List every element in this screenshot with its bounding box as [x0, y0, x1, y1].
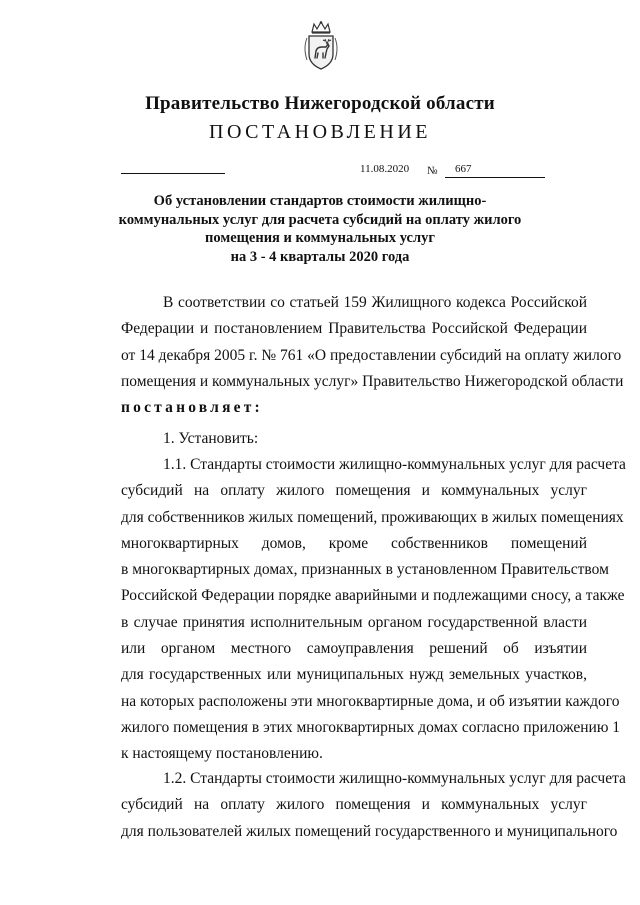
intro-paragraph — [121, 290, 624, 395]
text-line: 1.1. Стандарты стоимости жилищно-коммунальных услуг для расчета — [163, 456, 626, 473]
document-subject — [100, 192, 540, 266]
text-line: В соответствии со статьей 159 Жилищного кодекса Российской — [163, 294, 587, 311]
text-line: от 14 декабря 2005 г. № 761 «О предоставлении субсидий на оплату жилого — [121, 346, 622, 364]
text-line: в случае принятия исполнительным органом государственной власти — [121, 613, 587, 631]
decree-word: постановляет: — [121, 399, 263, 416]
text-line: для собственников жилых помещений, проживающих в жилых помещениях — [121, 508, 624, 526]
text-line: к настоящему постановлению. — [121, 745, 323, 763]
subject-line: коммунальных услуг для расчета субсидий на оплату жилого — [118, 211, 522, 228]
document-number: 667 — [455, 163, 472, 175]
text-line: Федерации и постановлением Правительства Российской Федерации — [121, 320, 587, 338]
document-date: 11.08.2020 — [360, 163, 410, 175]
point-1-2-paragraph — [121, 766, 626, 845]
subject-line: на 3 - 4 кварталы 2020 года — [230, 248, 410, 265]
document-type: ПОСТАНОВЛЕНИЕ — [209, 121, 431, 143]
subject-line: помещения и коммунальных услуг — [205, 230, 435, 246]
text-line: помещения и коммунальных услуг» Правительство Нижегородской области — [121, 372, 624, 390]
text-line: в многоквартирных домах, признанных в установленном Правительством — [121, 561, 609, 579]
text-line: для государственных или муниципальных нужд земельных участков, — [121, 666, 587, 684]
subject-line: Об установлении стандартов стоимости жилищно- — [153, 193, 487, 209]
text-line: многоквартирных домов, кроме собственников помещений — [121, 534, 587, 552]
point-1-1-paragraph — [121, 452, 626, 768]
document-number-field — [445, 163, 545, 178]
text-line: Российской Федерации порядке аварийными и подлежащими сносу, а также — [121, 587, 625, 605]
text-line: 1. Установить: — [163, 430, 259, 447]
text-line: субсидий на оплату жилого помещения и коммунальных услуг — [121, 796, 587, 814]
text-line: субсидий на оплату жилого помещения и коммунальных услуг — [121, 482, 587, 500]
text-line: для пользователей жилых помещений государственного и муниципального — [121, 822, 618, 840]
coat-of-arms-icon — [301, 20, 341, 72]
point-1 — [121, 426, 587, 452]
text-line: жилого помещения в этих многоквартирных домах согласно приложению 1 — [121, 718, 621, 736]
blank-date-line — [121, 173, 225, 174]
text-line: 1.2. Стандарты стоимости жилищно-коммунальных услуг для расчета — [163, 770, 626, 787]
text-line: или органом местного самоуправления решений об изъятии — [121, 640, 587, 658]
number-sign: № — [427, 165, 438, 177]
text-line: на которых расположены эти многоквартирные дома, и об изъятии каждого — [121, 692, 620, 710]
government-name: Правительство Нижегородской области — [145, 93, 495, 114]
